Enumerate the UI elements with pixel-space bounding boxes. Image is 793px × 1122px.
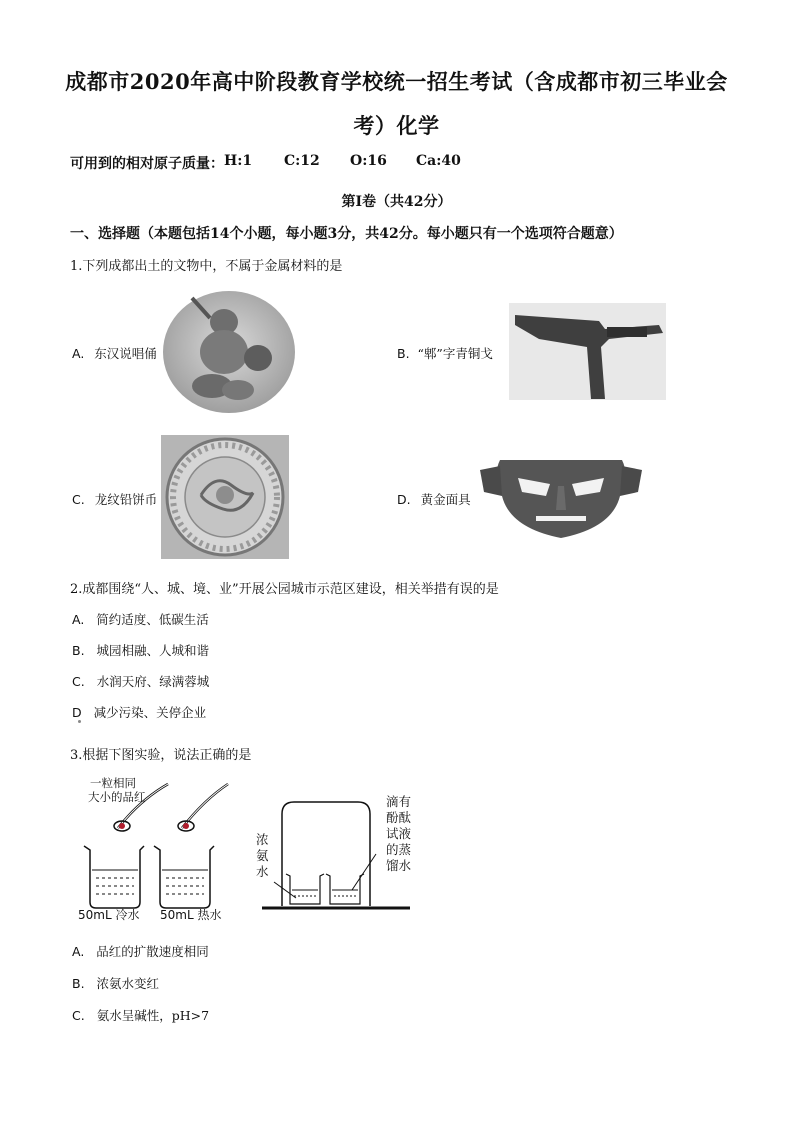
ammonia-diagram: [252, 790, 422, 920]
q2-option-b: B. 城园相融、人城和谐: [72, 643, 210, 658]
q1-option-a: A. 东汉说唱俑: [72, 346, 157, 361]
part-heading: 一、选择题（本题包括14个小题，每小题3分，共42分。每小题只有一个选项符合题意）: [70, 226, 623, 242]
q2-option-d: D 减少污染、关停企业: [72, 705, 207, 720]
q1-option-d: D. 黄金面具: [397, 492, 471, 507]
q3-option-c: C. 氨水呈碱性，pH>7: [72, 1008, 210, 1023]
exam-title-line1: 成都市2020年高中阶段教育学校统一招生考试（含成都市初三毕业会: [65, 69, 728, 94]
atomic-mass-c: C:12: [284, 153, 320, 169]
q3-option-a: A. 品红的扩散速度相同: [72, 944, 209, 959]
atomic-masses-label: 可用到的相对原子质量：: [70, 156, 224, 172]
dragon-coin-photo: [161, 435, 289, 559]
q3-stem: 3.根据下图实验，说法正确的是: [70, 748, 252, 763]
q2-stem: 2.成都围绕“人、城、境、业”开展公园城市示范区建设，相关举措有误的是: [70, 582, 499, 597]
diffusion-diagram: [70, 770, 250, 930]
bronze-ge-photo: [509, 303, 666, 400]
phenolphthalein-label: 滴有 酚酞 试液 的蒸 馏水: [386, 794, 412, 873]
atomic-mass-o: O:16: [350, 153, 387, 169]
beaker-hot-label: 50mL 热水: [160, 908, 222, 922]
q1-option-c: C. 龙纹铅饼币: [72, 492, 158, 507]
ammonia-label: 浓 氨 水: [256, 832, 269, 879]
q3-option-b: B. 浓氨水变红: [72, 976, 160, 991]
gold-mask-photo: [480, 456, 642, 540]
figurine-photo: [162, 290, 296, 414]
q2-option-a: A. 简约适度、低碳生活: [72, 612, 209, 627]
q2-option-c: C. 水润天府、绿满蓉城: [72, 674, 210, 689]
q1-option-b: B. “郫”字青铜戈: [397, 346, 493, 361]
exam-title-line2: 考）化学: [353, 113, 440, 138]
stray-mark: [78, 720, 81, 723]
atomic-mass-h: H:1: [224, 153, 253, 169]
section-title: 第Ⅰ卷（共42分）: [341, 194, 452, 210]
atomic-masses: [70, 153, 461, 173]
atomic-mass-ca: Ca:40: [416, 153, 461, 169]
q1-stem: 1.下列成都出土的文物中，不属于金属材料的是: [70, 259, 343, 274]
beaker-cold-label: 50mL 冷水: [78, 908, 140, 922]
grain-label: 一粒相同 大小的品红: [88, 776, 146, 804]
